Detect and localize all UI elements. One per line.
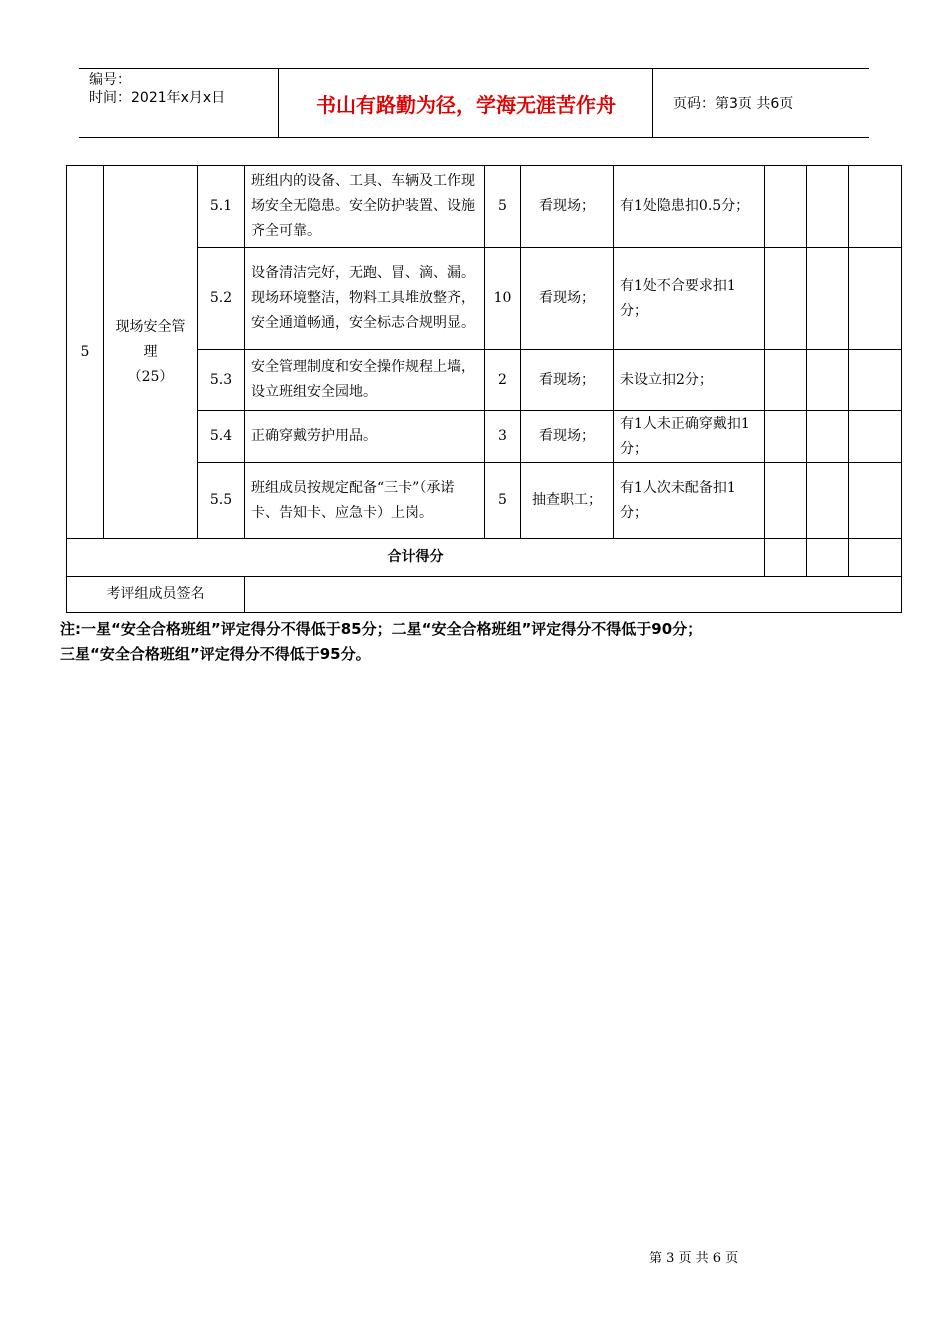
score-cell [849, 463, 902, 539]
section-points: （25） [127, 368, 174, 385]
number-label: 编号： [89, 72, 131, 88]
score-cell [765, 248, 807, 350]
item-id: 5.5 [198, 463, 245, 539]
item-id: 5.2 [198, 248, 245, 350]
page-footer: 第 3 页 共 6 页 [649, 1251, 739, 1266]
page-info-text: 页码：第3页 共6页 [673, 96, 794, 112]
total-row [67, 539, 902, 577]
item-rule: 有1人未正确穿戴扣1分； [614, 411, 765, 463]
score-cell [807, 411, 849, 463]
item-score: 10 [485, 248, 521, 350]
score-cell [765, 463, 807, 539]
item-content: 班组内的设备、工具、车辆及工作现场安全无隐患。安全防护装置、设施齐全可靠。 [245, 166, 485, 248]
item-method: 看现场； [521, 350, 614, 411]
item-id: 5.3 [198, 350, 245, 411]
signature-cell [245, 577, 902, 613]
total-label: 合计得分 [67, 539, 765, 577]
footnote-line-2: 三星“安全合格班组”评定得分不得低于95分。 [60, 645, 371, 663]
item-method: 看现场； [521, 411, 614, 463]
item-id: 5.1 [198, 166, 245, 248]
item-id: 5.4 [198, 411, 245, 463]
header-motto: 书山有路勤为径，学海无涯苦作舟 [280, 69, 653, 137]
score-cell [765, 411, 807, 463]
page-header [79, 68, 869, 138]
total-cell [765, 539, 807, 577]
score-cell [849, 166, 902, 248]
item-method: 抽查职工； [521, 463, 614, 539]
total-cell [807, 539, 849, 577]
section-title [104, 166, 198, 539]
score-cell [849, 248, 902, 350]
item-score: 3 [485, 411, 521, 463]
section-number: 5 [67, 166, 104, 539]
section-name: 现场安全管理 [115, 318, 186, 360]
header-meta [79, 69, 279, 137]
score-cell [807, 350, 849, 411]
footnote [60, 617, 940, 667]
score-cell [765, 166, 807, 248]
item-content: 设备清洁完好，无跑、冒、滴、漏。现场环境整洁，物料工具堆放整齐，安全通道畅通，安全标志合规明显。 [245, 248, 485, 350]
score-cell [807, 463, 849, 539]
item-rule: 有1处隐患扣0.5分； [614, 166, 765, 248]
item-content: 正确穿戴劳护用品。 [245, 411, 485, 463]
score-cell [807, 248, 849, 350]
item-rule: 有1人次未配备扣1分； [614, 463, 765, 539]
score-cell [765, 350, 807, 411]
signature-label: 考评组成员签名 [67, 577, 245, 613]
header-page-info [663, 69, 869, 137]
item-score: 2 [485, 350, 521, 411]
score-cell [807, 166, 849, 248]
item-content: 安全管理制度和安全操作规程上墙，设立班组安全园地。 [245, 350, 485, 411]
item-rule: 未设立扣2分； [614, 350, 765, 411]
score-cell [849, 411, 902, 463]
item-score: 5 [485, 463, 521, 539]
signature-row [67, 577, 902, 613]
item-score: 5 [485, 166, 521, 248]
item-rule: 有1处不合要求扣1分； [614, 248, 765, 350]
item-method: 看现场； [521, 248, 614, 350]
item-content: 班组成员按规定配备“三卡”（承诺卡、告知卡、应急卡）上岗。 [245, 463, 485, 539]
score-cell [849, 350, 902, 411]
total-cell [849, 539, 902, 577]
time-label: 时间：2021年x月x日 [89, 90, 226, 106]
evaluation-table [66, 165, 902, 613]
item-method: 看现场； [521, 166, 614, 248]
footnote-line-1: 注:一星“安全合格班组”评定得分不得低于85分；二星“安全合格班组”评定得分不得低于90分； [60, 620, 703, 638]
table-row [67, 166, 902, 248]
